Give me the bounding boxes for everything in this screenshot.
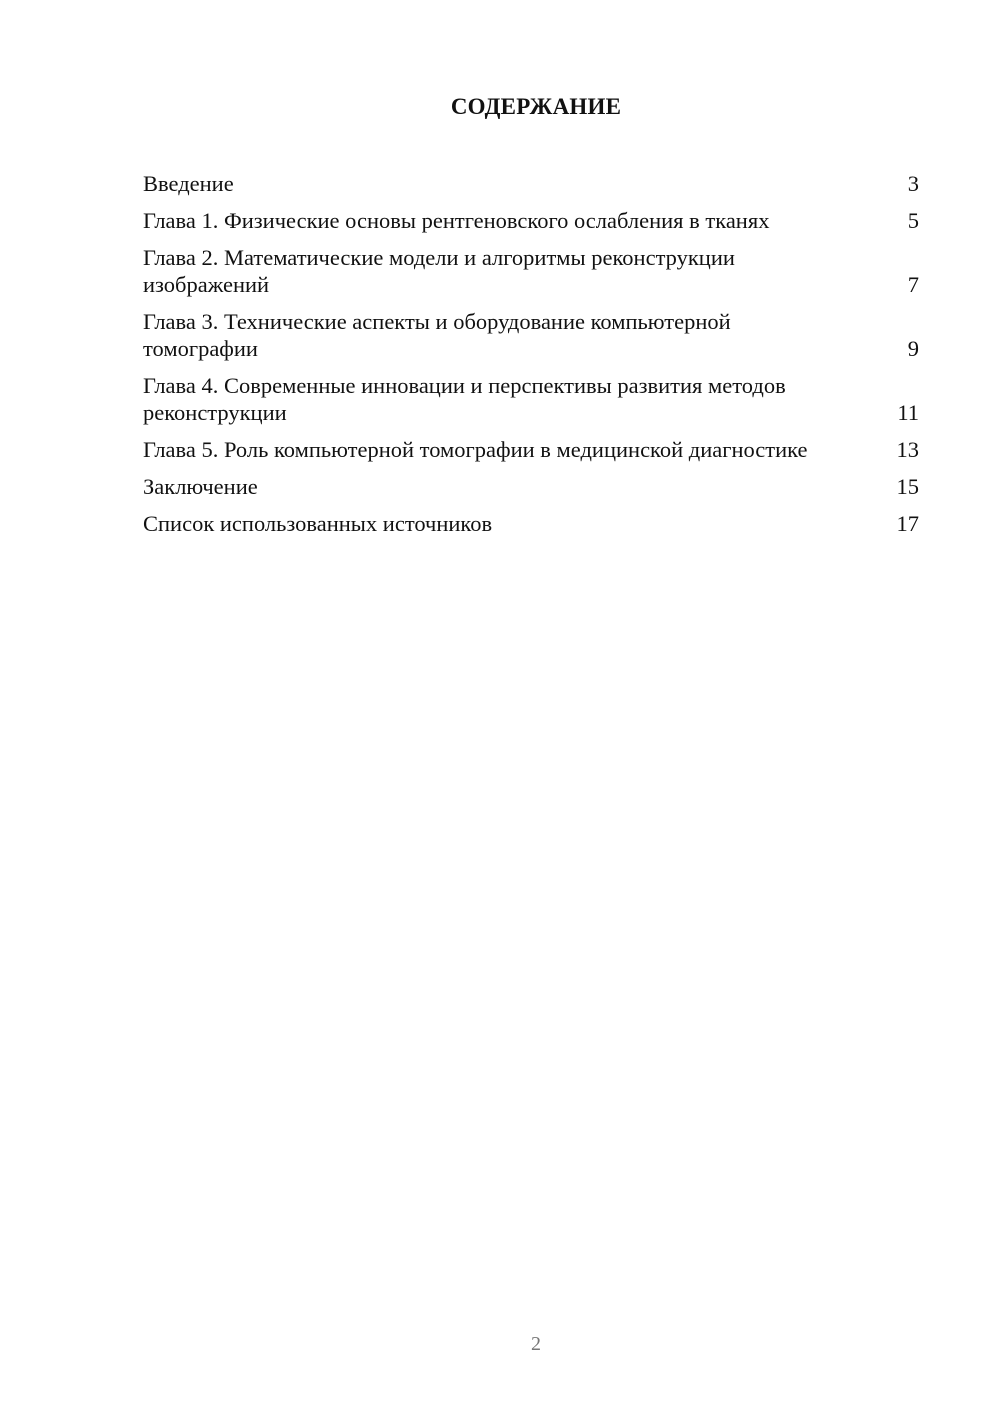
toc-entry-chapter-4[interactable]	[143, 372, 919, 426]
page-number: 2	[531, 1333, 541, 1355]
table-of-contents	[143, 170, 919, 547]
toc-entry-title: Глава 1. Физические основы рентгеновского ослабления в тканях	[143, 208, 770, 233]
toc-entry-conclusion[interactable]	[143, 473, 919, 500]
toc-entry-title: Список использованных источников	[143, 511, 493, 536]
toc-entry-intro[interactable]	[143, 170, 919, 197]
toc-entry-references[interactable]	[143, 510, 919, 537]
toc-entry-page: 7	[907, 272, 919, 297]
toc-entry-page: 13	[896, 437, 919, 462]
toc-entry-title: Глава 2. Математические модели и алгоритмы реконструкции изображений	[143, 245, 735, 297]
toc-entry-chapter-3[interactable]	[143, 308, 919, 362]
toc-entry-title: Глава 3. Технические аспекты и оборудование компьютерной томографии	[143, 309, 731, 361]
toc-entry-chapter-2[interactable]	[143, 244, 919, 298]
toc-entry-page: 15	[896, 474, 919, 499]
toc-entry-title: Введение	[143, 171, 234, 196]
page-title: СОДЕРЖАНИЕ	[450, 94, 622, 119]
toc-entry-title: Заключение	[143, 474, 258, 499]
toc-entry-page: 9	[907, 336, 919, 361]
toc-entry-chapter-1[interactable]	[143, 207, 919, 234]
toc-entry-title: Глава 4. Современные инновации и перспективы развития методов реконструкции	[143, 373, 786, 425]
toc-entry-chapter-5[interactable]	[143, 436, 919, 463]
toc-entry-page: 11	[897, 400, 919, 425]
toc-entry-page: 5	[907, 208, 919, 233]
toc-entry-title: Глава 5. Роль компьютерной томографии в медицинской диагностике	[143, 437, 808, 462]
toc-entry-page: 3	[907, 171, 919, 196]
toc-entry-page: 17	[896, 511, 919, 536]
